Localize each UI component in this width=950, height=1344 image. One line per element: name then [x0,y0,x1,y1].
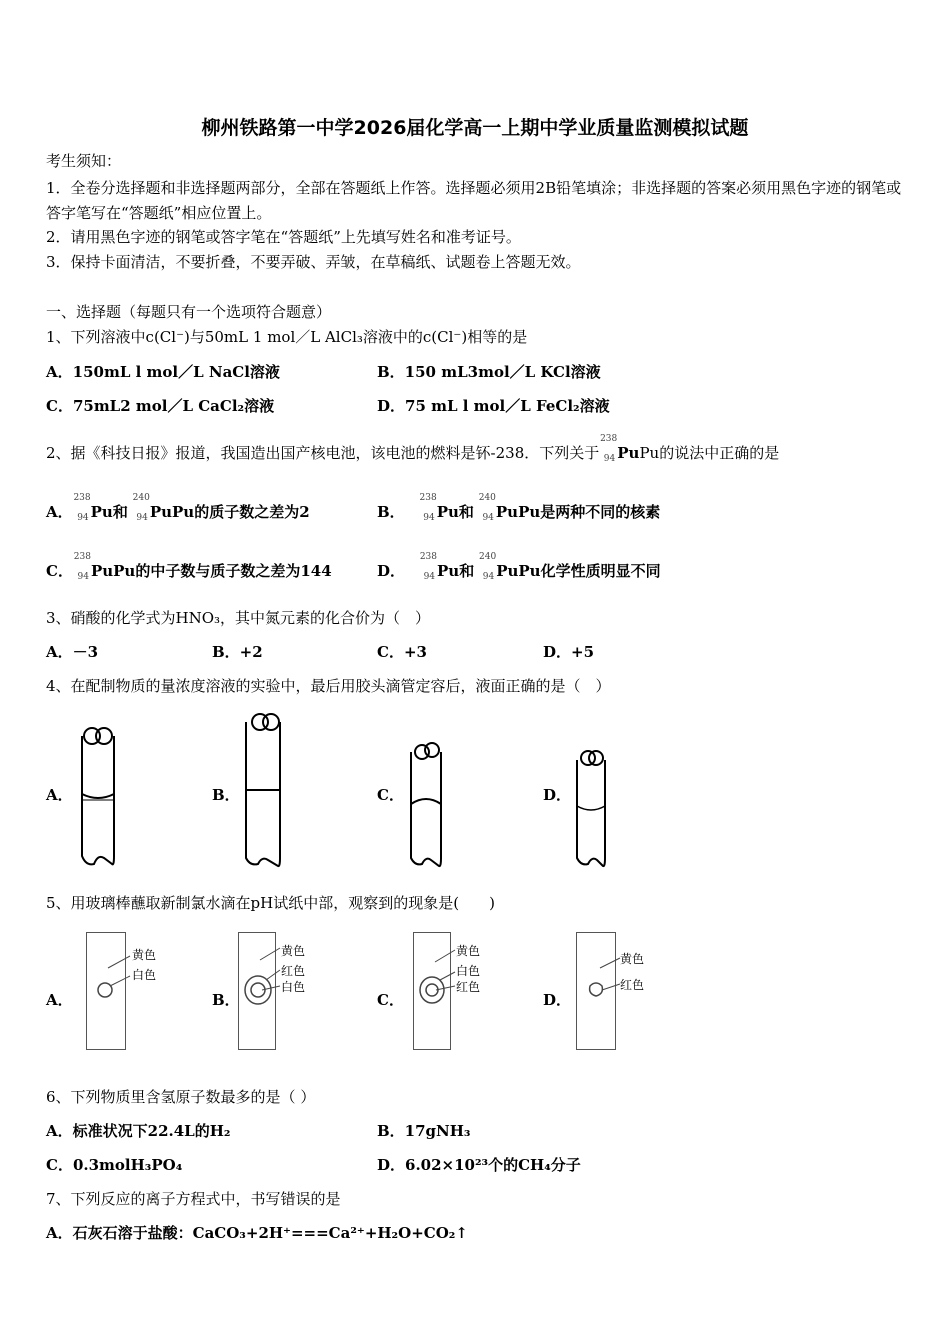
ph-a-label-white: 白色 [132,968,157,982]
ph-c-label-yellow: 黄色 [456,944,481,958]
question-5-stem: 5、用玻璃棒蘸取新制氯水滴在pH试纸中部，观察到的现象是( ) [46,894,495,912]
question-1-option-d[interactable]: D．75 mL l mol／L FeCl₂溶液 [377,397,610,415]
question-6-option-b[interactable]: B．17gNH₃ [377,1122,471,1140]
question-3-option-a[interactable]: A．－3 [46,643,99,661]
notice-item-2: 2．请用黑色字迹的钢笔或答字笔在“答题纸”上先填写姓名和准考证号。 [46,228,521,246]
question-6-option-d[interactable]: D．6.02×10²³个的CH₄分子 [377,1156,581,1174]
ph-b-label-yellow: 黄色 [281,944,306,958]
ph-d-label-yellow: 黄色 [620,952,645,966]
page-title: 柳州铁路第一中学2026届化学高一上期中学业质量监测模拟试题 [201,117,749,139]
question-6-option-a[interactable]: A．标准状况下22.4L的H₂ [46,1122,231,1140]
ph-strip-c-marks [413,932,493,1050]
question-2-option-d[interactable]: D． 238 94 Pu和 240 94 PuPu化学性质明显不同 [377,552,661,582]
question-5-option-b[interactable]: B． [212,991,240,1009]
ph-c-label-red: 红色 [456,980,481,994]
question-1-stem: 1、下列溶液中c(Cl⁻)与50mL 1 mol／L AlCl₃溶液中的c(Cl⁻)相等的是 [46,328,528,346]
question-7-option-a[interactable]: A．石灰石溶于盐酸：CaCO₃+2H⁺===Ca²⁺+H₂O+CO₂↑ [46,1224,468,1242]
question-3-option-d[interactable]: D．+5 [543,643,595,661]
ph-b-label-red: 红色 [281,964,306,978]
ph-b-label-white: 白色 [281,980,306,994]
question-5-option-c[interactable]: C． [377,991,404,1009]
question-1-option-b[interactable]: B．150 mL3mol／L KCl溶液 [377,363,601,381]
ph-strip-b-marks [238,932,318,1050]
pu238-isotope: 238 94 [600,434,618,464]
section-heading: 一、选择题（每题只有一个选项符合题意） [46,303,332,321]
flask-neck-c-figure [405,740,450,870]
question-4-option-d[interactable]: D． [543,786,572,804]
question-3-option-c[interactable]: C．+3 [377,643,427,661]
question-1-option-c[interactable]: C．75mL2 mol／L CaCl₂溶液 [46,397,275,415]
flask-neck-b-figure [240,710,290,870]
question-2-stem-text: 2、据《科技日报》报道，我国造出国产核电池，该电池的燃料是钚-238．下列关于 [46,444,600,462]
question-6-option-c[interactable]: C．0.3molH₃PO₄ [46,1156,183,1174]
question-4-stem: 4、在配制物质的量浓度溶液的实验中，最后用胶头滴管定容后，液面正确的是（ ） [46,677,611,695]
notice-heading: 考生须知： [46,152,122,170]
question-2-stem: 2、据《科技日报》报道，我国造出国产核电池，该电池的燃料是钚-238．下列关于 238 94 PuPu的说法中正确的是 [46,434,780,464]
notice-item-3: 3．保持卡面清洁，不要折叠，不要弄破、弄皱，在草稿纸、试题卷上答题无效。 [46,253,581,271]
question-2-option-c[interactable]: C． 238 94 PuPu的中子数与质子数之差为144 [46,552,332,582]
question-7-stem: 7、下列反应的离子方程式中，书写错误的是 [46,1190,341,1208]
notice-item-1: 1．全卷分选择题和非选择题两部分，全部在答题纸上作答。选择题必须用2B铅笔填涂；非选择题的答案必须用黑色字迹的钢笔或答字笔写在“答题纸”相应位置上。 [46,179,902,222]
question-1-option-a[interactable]: A．150mL l mol／L NaCl溶液 [46,363,280,381]
question-2-option-a[interactable]: A． 238 94 Pu和 240 94 PuPu的质子数之差为2 [46,493,310,523]
question-4-option-a[interactable]: A． [46,786,73,804]
ph-d-label-red: 红色 [620,978,645,992]
question-3-stem: 3、硝酸的化学式为HNO₃，其中氮元素的化合价为（ ） [46,609,431,627]
question-6-stem: 6、下列物质里含氢原子数最多的是（ ） [46,1088,316,1106]
question-2-option-b[interactable]: B． 238 94 Pu和 240 94 PuPu是两种不同的核素 [377,493,661,523]
question-3-option-b[interactable]: B．+2 [212,643,263,661]
ph-c-label-white: 白色 [456,964,481,978]
question-4-option-c[interactable]: C． [377,786,404,804]
question-4-option-b[interactable]: B． [212,786,240,804]
flask-neck-a-figure [74,724,124,869]
flask-neck-d-figure [571,748,616,870]
question-5-option-d[interactable]: D． [543,991,572,1009]
question-5-option-a[interactable]: A． [46,991,73,1009]
ph-a-label-yellow: 黄色 [132,948,157,962]
